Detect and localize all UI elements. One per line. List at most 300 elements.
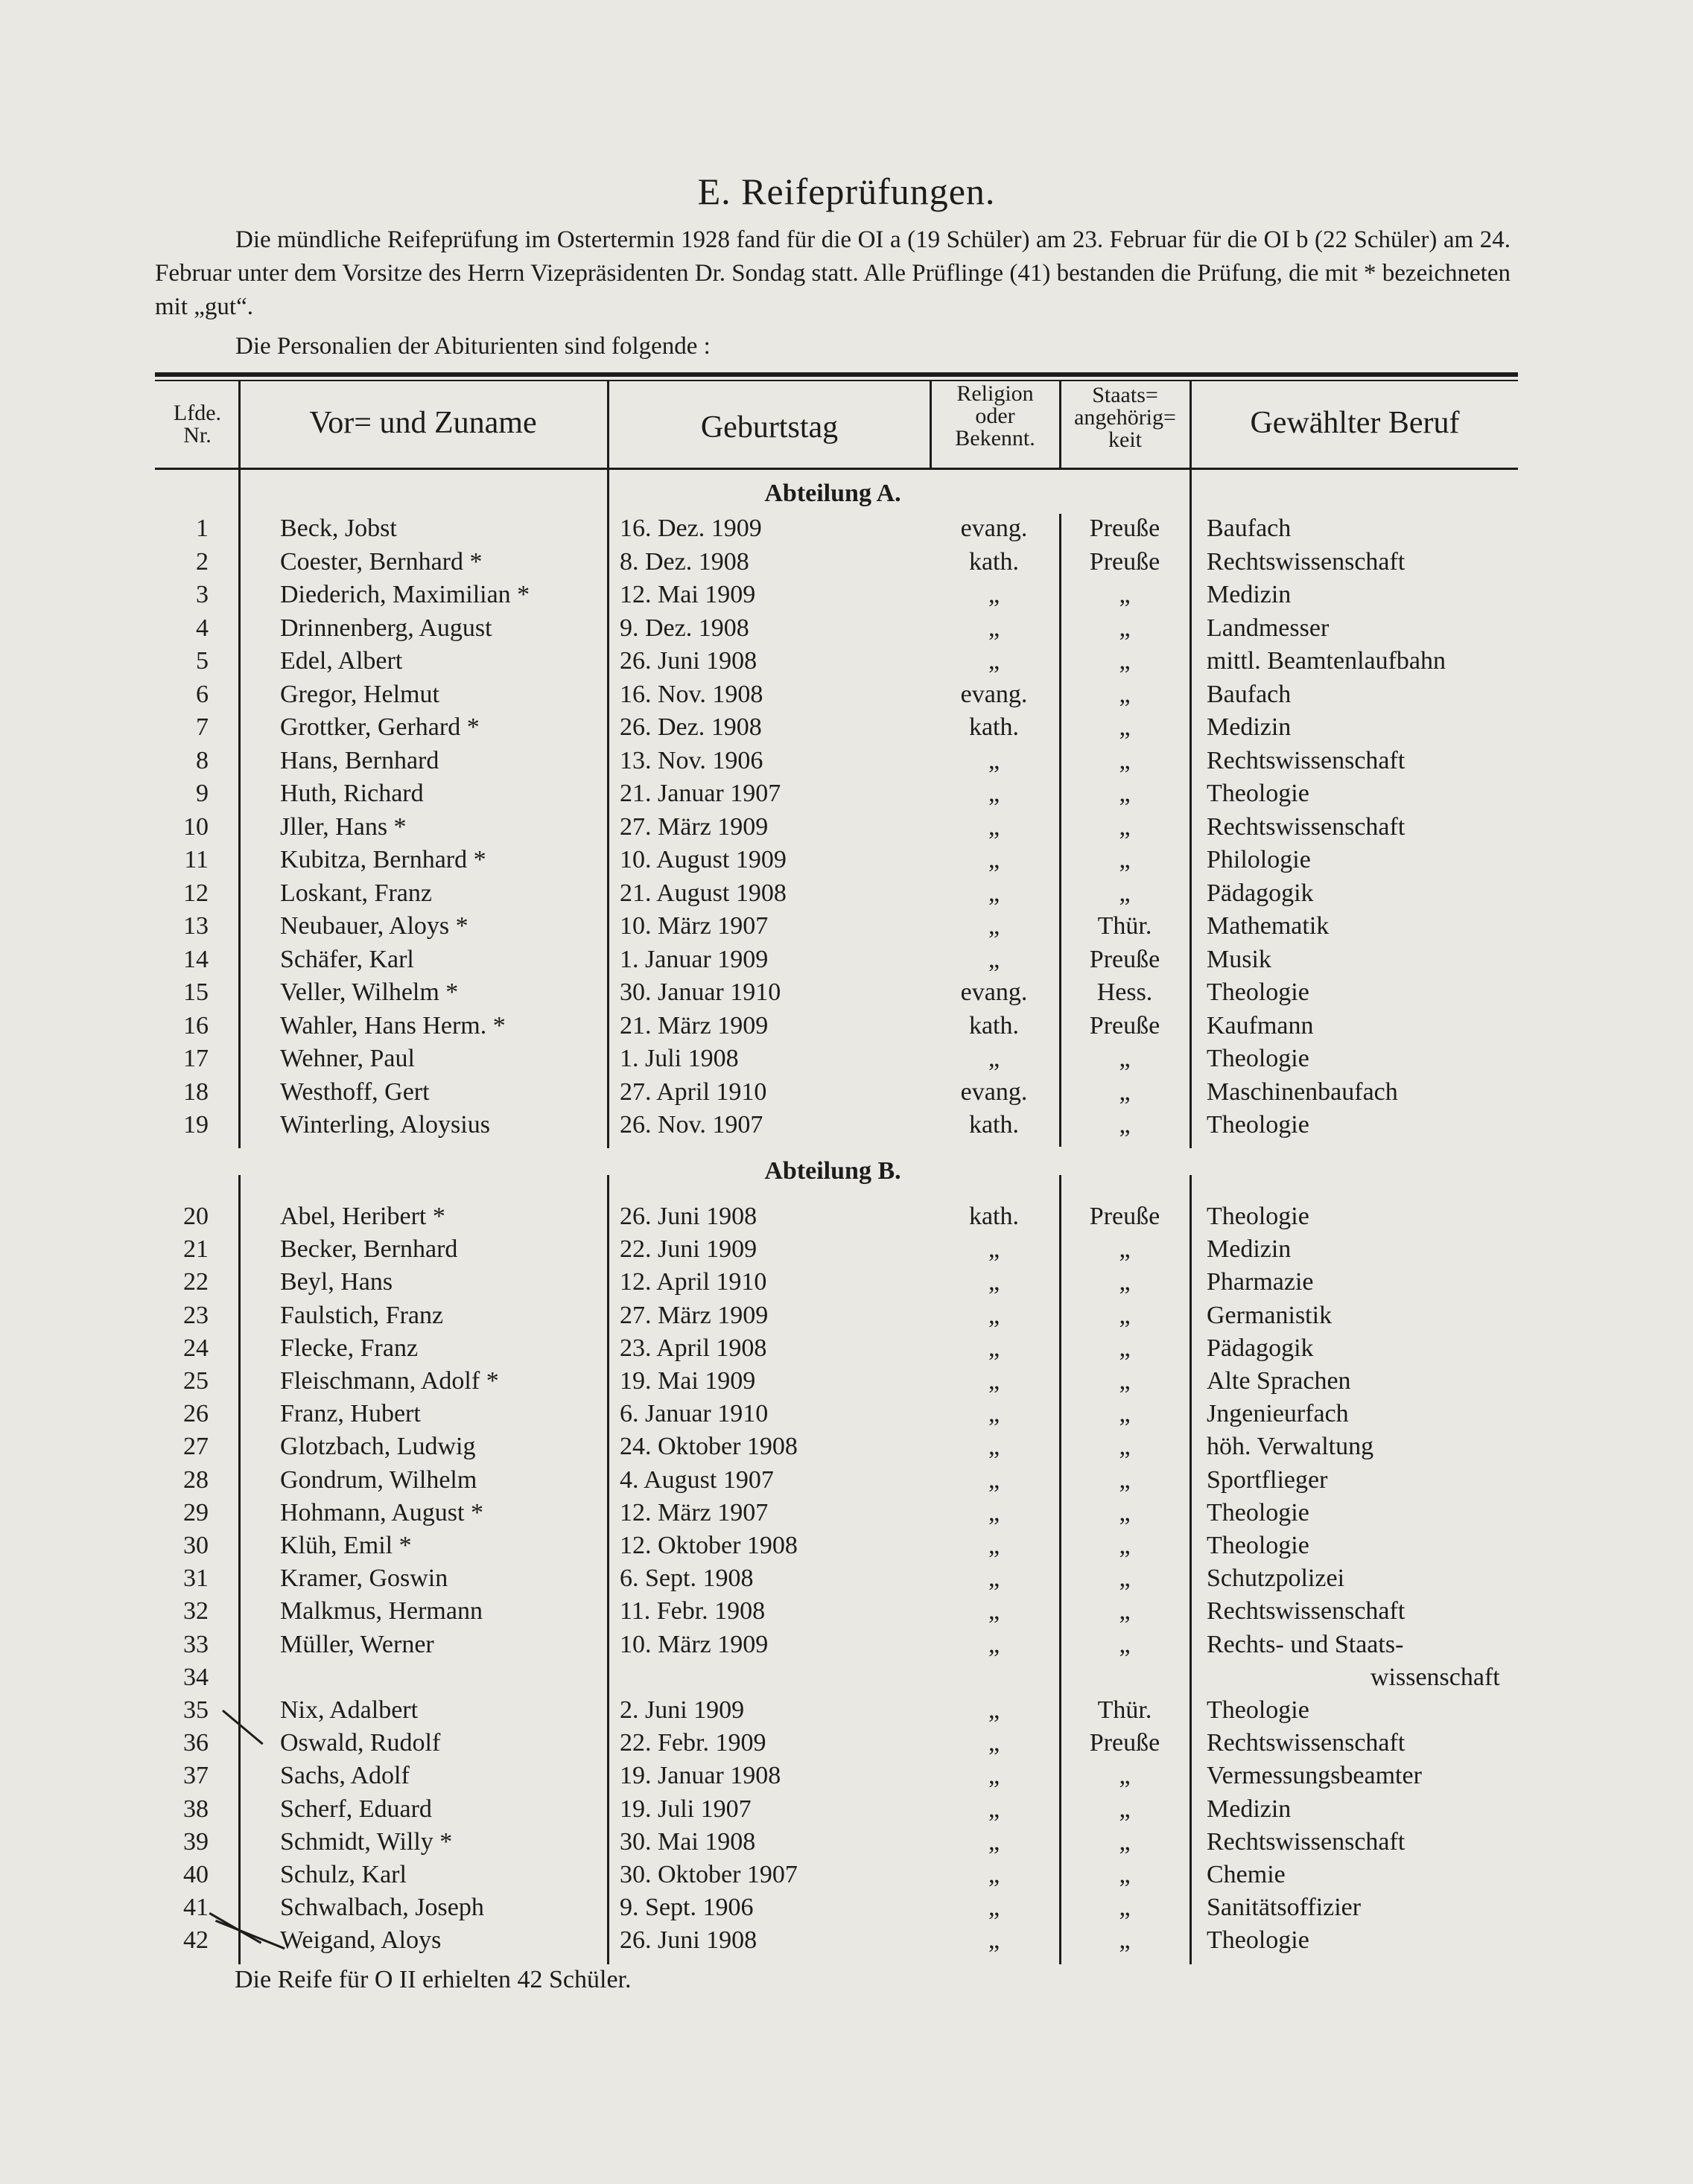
birth-date: 30. Januar 1910 (620, 978, 781, 1006)
nationality: „ (1119, 1465, 1131, 1494)
header-name: Vor= und Zuname (309, 406, 537, 440)
table-row (0, 1826, 1693, 1859)
chosen-profession: Rechtswissenschaft (1207, 1827, 1405, 1856)
chosen-profession: Pädagogik (1207, 879, 1314, 907)
table-row (0, 1365, 1693, 1398)
nationality: Preuße (1089, 547, 1160, 576)
table-row (0, 1464, 1693, 1497)
table-row (0, 1859, 1693, 1891)
religion: „ (988, 1301, 1000, 1329)
header-job: Gewählter Beruf (1250, 406, 1460, 440)
student-name: Becker, Bernhard (280, 1235, 458, 1264)
religion: „ (988, 879, 1000, 907)
birth-date: 26. Juni 1908 (620, 1203, 757, 1230)
chosen-profession: höh. Verwaltung (1207, 1433, 1374, 1461)
student-name: Klüh, Emil * (280, 1532, 412, 1559)
row-number: 26 (183, 1400, 209, 1428)
header-nr-line1: Lfde. (173, 401, 222, 425)
table-row (0, 1793, 1693, 1826)
chosen-profession: Maschinenbaufach (1207, 1077, 1398, 1106)
row-number: 38 (183, 1795, 209, 1823)
student-name: Coester, Bernhard * (280, 547, 483, 576)
header-religion-line3: Bekennt. (955, 426, 1035, 451)
row-number: 31 (183, 1564, 209, 1593)
religion: „ (988, 1827, 1000, 1856)
student-name: Schulz, Karl (280, 1861, 407, 1888)
row-number: 30 (183, 1532, 209, 1559)
table-row (0, 910, 1693, 943)
row-number: 7 (196, 713, 209, 741)
religion: evang. (960, 680, 1028, 708)
nationality: „ (1119, 1077, 1131, 1106)
nationality: „ (1119, 1400, 1131, 1428)
religion: „ (988, 1268, 1000, 1296)
student-name: Oswald, Rudolf (280, 1729, 441, 1757)
nationality: „ (1119, 1597, 1131, 1626)
chosen-profession: Baufach (1207, 680, 1292, 708)
nationality: „ (1119, 879, 1131, 907)
birth-date: 10. März 1907 (620, 912, 769, 940)
chosen-profession: Rechtswissenschaft (1207, 1729, 1405, 1757)
row-number: 19 (183, 1111, 209, 1139)
birth-date: 21. Januar 1907 (620, 780, 781, 807)
student-name: Fleischmann, Adolf * (280, 1367, 499, 1395)
nationality: „ (1119, 1861, 1131, 1888)
row-number: 17 (183, 1045, 209, 1072)
student-name: Beyl, Hans (280, 1268, 393, 1296)
table-row (0, 711, 1693, 744)
birth-date: 16. Nov. 1908 (620, 680, 763, 708)
student-name: Weigand, Aloys (280, 1926, 442, 1955)
table-row (0, 877, 1693, 910)
chosen-profession: mittl. Beamtenlaufbahn (1207, 647, 1446, 675)
student-name: Glotzbach, Ludwig (280, 1433, 476, 1461)
nationality: „ (1119, 1630, 1131, 1658)
chosen-profession: Theologie (1207, 1926, 1309, 1955)
birth-date: 24. Oktober 1908 (620, 1433, 798, 1461)
birth-date: 21. August 1908 (620, 879, 787, 907)
chosen-profession: Theologie (1207, 1111, 1309, 1139)
student-name: Gregor, Helmut (280, 680, 439, 708)
birth-date: 6. Sept. 1908 (620, 1564, 754, 1593)
religion: „ (988, 812, 1000, 841)
nationality: „ (1119, 680, 1131, 708)
table-row (0, 745, 1693, 777)
birth-date: 19. Januar 1908 (620, 1762, 781, 1790)
table-row (0, 1595, 1693, 1628)
chosen-profession: Theologie (1207, 1045, 1309, 1072)
header-birth: Geburtstag (700, 410, 839, 445)
chosen-profession: Jngenieurfach (1207, 1400, 1349, 1428)
header-religion (931, 383, 1059, 450)
row-number: 21 (183, 1235, 209, 1264)
birth-date: 11. Febr. 1908 (620, 1597, 766, 1626)
chosen-profession: Rechtswissenschaft (1207, 547, 1405, 576)
table-row (0, 1727, 1693, 1760)
religion: „ (988, 746, 1000, 774)
table-row (0, 612, 1693, 645)
table-row (0, 777, 1693, 810)
nationality: „ (1119, 746, 1131, 774)
religion: „ (988, 1532, 1000, 1559)
nationality: Preuße (1089, 1011, 1160, 1040)
religion: „ (988, 1465, 1000, 1494)
birth-date: 2. Juni 1909 (620, 1696, 745, 1724)
birth-date: 30. Oktober 1907 (620, 1861, 798, 1888)
header-nationality-line2: angehörig= (1074, 405, 1176, 430)
chosen-profession: Vermessungsbeamter (1207, 1762, 1422, 1790)
nationality: „ (1119, 1894, 1131, 1922)
chosen-profession: Medizin (1207, 713, 1292, 741)
table-row (0, 678, 1693, 711)
row-number: 42 (183, 1926, 209, 1955)
birth-date: 23. April 1908 (620, 1334, 767, 1362)
religion: „ (988, 647, 1000, 675)
row-number: 28 (183, 1465, 209, 1494)
religion: „ (988, 1235, 1000, 1264)
header-nationality-line1: Staats= (1092, 383, 1158, 407)
religion: „ (988, 846, 1000, 873)
nationality: „ (1119, 1564, 1131, 1593)
row-number: 37 (183, 1762, 209, 1790)
religion: „ (988, 1762, 1000, 1790)
row-number: 1 (196, 515, 209, 542)
table-row (0, 1497, 1693, 1529)
table-top-rule-thin (155, 380, 1518, 381)
row-number: 25 (183, 1367, 209, 1395)
table-row (0, 1891, 1693, 1924)
nationality: „ (1119, 1301, 1131, 1329)
row-number: 29 (183, 1498, 209, 1526)
table-header-rule (155, 468, 1518, 470)
row-number: 39 (183, 1827, 209, 1856)
nationality: „ (1119, 1367, 1131, 1395)
religion: kath. (968, 1111, 1020, 1139)
chosen-profession: Landmesser (1207, 614, 1330, 642)
student-name: Huth, Richard (280, 780, 424, 807)
table-row (0, 1233, 1693, 1266)
student-name: Beck, Jobst (280, 515, 397, 542)
religion: „ (988, 1729, 1000, 1757)
student-name: Schäfer, Karl (280, 945, 414, 973)
chosen-profession: Germanistik (1207, 1301, 1333, 1329)
religion: „ (988, 1045, 1000, 1072)
table-row (0, 1010, 1693, 1042)
chosen-profession: Kaufmann (1207, 1011, 1314, 1040)
section-a-heading: Abteilung A. (764, 480, 901, 507)
intro-paragraph: Die mündliche Reifeprüfung im Ostertermin 1928 fand für die OI a (19 Schüler) am 23. Februar für die OI b (22 Schüler) am 24. Februar unter dem Vorsitze des Herrn Vizepräsidenten Dr. Sondag statt. Alle Prüflinge (41) bestanden die Prüfung, die mit * bezeichneten mit „gut“. (155, 226, 1511, 320)
religion: kath. (968, 1011, 1020, 1040)
student-name: Schmidt, Willy * (280, 1827, 453, 1856)
nationality: „ (1119, 1498, 1131, 1526)
birth-date: 4. August 1907 (620, 1465, 774, 1494)
chosen-profession: Pädagogik (1207, 1334, 1314, 1362)
religion: „ (988, 780, 1000, 807)
student-name: Hans, Bernhard (280, 746, 439, 774)
student-name: Faulstich, Franz (280, 1301, 444, 1329)
birth-date: 27. April 1910 (620, 1077, 767, 1106)
religion: „ (988, 1564, 1000, 1593)
table-row (0, 1430, 1693, 1463)
birth-date: 10. August 1909 (620, 846, 787, 873)
religion: kath. (968, 547, 1020, 576)
chosen-profession: Theologie (1207, 978, 1309, 1006)
religion: „ (988, 1894, 1000, 1922)
header-religion-line2: oder (975, 404, 1015, 428)
nationality: „ (1119, 1532, 1131, 1559)
nationality: „ (1119, 647, 1131, 675)
chosen-profession: wissenschaft (1370, 1663, 1500, 1691)
student-name: Malkmus, Hermann (280, 1597, 483, 1626)
header-nationality-line3: keit (1108, 427, 1142, 452)
row-number: 22 (183, 1268, 209, 1296)
chosen-profession: Sportflieger (1207, 1465, 1328, 1494)
student-name: Westhoff, Gert (280, 1077, 430, 1106)
row-number: 41 (183, 1894, 209, 1922)
student-name: Loskant, Franz (280, 879, 432, 907)
nationality: „ (1119, 1762, 1131, 1790)
row-number: 4 (196, 614, 209, 642)
student-name: Schwalbach, Joseph (280, 1894, 484, 1922)
birth-date: 26. Dez. 1908 (620, 713, 762, 741)
religion: „ (988, 1795, 1000, 1823)
nationality: „ (1119, 1827, 1131, 1856)
religion: evang. (960, 978, 1028, 1006)
table-row (0, 512, 1693, 545)
chosen-profession: Medizin (1207, 1235, 1292, 1264)
table-row (0, 1924, 1693, 1957)
chosen-profession: Medizin (1207, 1795, 1292, 1823)
page-title: E. Reifeprüfungen. (697, 171, 996, 212)
chosen-profession: Baufach (1207, 515, 1292, 542)
chosen-profession: Theologie (1207, 1203, 1309, 1230)
table-row (0, 1042, 1693, 1075)
student-name: Flecke, Franz (280, 1334, 419, 1362)
chosen-profession: Mathematik (1207, 912, 1330, 940)
nationality: Preuße (1089, 1203, 1160, 1230)
birth-date: 30. Mai 1908 (620, 1827, 756, 1856)
chosen-profession: Philologie (1207, 846, 1311, 873)
nationality: „ (1119, 1926, 1131, 1955)
table-row (0, 1398, 1693, 1430)
religion: „ (988, 1597, 1000, 1626)
section-b-heading: Abteilung B. (764, 1157, 901, 1185)
student-name: Diederich, Maximilian * (280, 581, 530, 608)
nationality: Preuße (1089, 515, 1160, 542)
table-row (0, 1694, 1693, 1727)
row-number: 6 (196, 680, 209, 708)
table-row (0, 1266, 1693, 1299)
table-row (0, 546, 1693, 579)
religion: evang. (960, 1077, 1028, 1106)
row-number: 11 (184, 846, 209, 873)
student-name: Müller, Werner (280, 1630, 434, 1658)
row-number: 18 (183, 1077, 209, 1106)
chosen-profession: Rechts- und Staats- (1207, 1630, 1404, 1658)
nationality: Preuße (1089, 1729, 1160, 1757)
intro-personalien: Die Personalien der Abiturienten sind folgende : (235, 333, 711, 360)
religion: „ (988, 1400, 1000, 1428)
row-number: 32 (183, 1597, 209, 1626)
row-number: 35 (183, 1696, 209, 1724)
birth-date: 12. Oktober 1908 (620, 1532, 798, 1559)
nationality: Preuße (1089, 945, 1160, 973)
birth-date: 8. Dez. 1908 (620, 547, 749, 576)
row-number: 16 (183, 1011, 209, 1040)
nationality: „ (1119, 1433, 1131, 1461)
row-number: 36 (183, 1729, 209, 1757)
student-name: Grottker, Gerhard * (280, 713, 480, 741)
birth-date: 12. Mai 1909 (620, 581, 756, 608)
birth-date: 27. März 1909 (620, 812, 769, 841)
chosen-profession: Chemie (1207, 1861, 1286, 1888)
religion: „ (988, 1498, 1000, 1526)
religion: „ (988, 1367, 1000, 1395)
nationality: „ (1119, 1268, 1131, 1296)
chosen-profession: Sanitätsoffizier (1207, 1894, 1362, 1922)
student-name: Drinnenberg, August (280, 614, 492, 642)
table-row (0, 579, 1693, 611)
religion: kath. (968, 1203, 1020, 1230)
table-row (0, 1200, 1693, 1233)
student-name: Kramer, Goswin (280, 1564, 448, 1593)
row-number: 2 (196, 547, 209, 576)
chosen-profession: Theologie (1207, 1498, 1309, 1526)
birth-date: 22. Juni 1909 (620, 1235, 757, 1264)
table-row (0, 1629, 1693, 1661)
chosen-profession: Alte Sprachen (1207, 1367, 1351, 1395)
religion: „ (988, 945, 1000, 973)
religion: kath. (968, 713, 1020, 741)
table-row (0, 1076, 1693, 1109)
birth-date: 26. Juni 1908 (620, 647, 757, 675)
birth-date: 10. März 1909 (620, 1630, 769, 1658)
nationality: „ (1119, 1045, 1131, 1072)
nationality: „ (1119, 1235, 1131, 1264)
birth-date: 27. März 1909 (620, 1301, 769, 1329)
nationality: Thür. (1097, 912, 1152, 940)
birth-date: 6. Januar 1910 (620, 1400, 769, 1428)
student-name: Neubauer, Aloys * (280, 912, 468, 940)
header-nr (158, 402, 237, 447)
religion: „ (988, 614, 1000, 642)
student-name: Veller, Wilhelm * (280, 978, 459, 1006)
table-row (0, 844, 1693, 876)
religion: „ (988, 1861, 1000, 1888)
student-name: Scherf, Eduard (280, 1795, 432, 1823)
nationality: „ (1119, 1795, 1131, 1823)
student-name: Nix, Adalbert (280, 1696, 419, 1724)
religion: evang. (960, 515, 1028, 542)
nationality: „ (1119, 1111, 1131, 1139)
birth-date: 16. Dez. 1909 (620, 515, 762, 542)
nationality: Thür. (1097, 1696, 1152, 1724)
birth-date: 12. April 1910 (620, 1268, 767, 1296)
birth-date: 1. Januar 1909 (620, 945, 769, 973)
religion: „ (988, 1630, 1000, 1658)
student-name: Sachs, Adolf (280, 1762, 410, 1790)
student-name: Abel, Heribert * (280, 1203, 445, 1230)
table-row (0, 1661, 1693, 1694)
birth-date: 12. März 1907 (620, 1498, 769, 1526)
birth-date: 13. Nov. 1906 (620, 746, 763, 774)
student-name: Hohmann, August * (280, 1498, 483, 1526)
student-name: Kubitza, Bernhard * (280, 846, 486, 873)
chosen-profession: Rechtswissenschaft (1207, 812, 1405, 841)
birth-date: 22. Febr. 1909 (620, 1729, 766, 1757)
row-number: 15 (183, 978, 209, 1006)
student-name: Franz, Hubert (280, 1400, 421, 1428)
nationality: „ (1119, 581, 1131, 608)
table-row (0, 1529, 1693, 1562)
table-row (0, 1109, 1693, 1142)
student-name: Wahler, Hans Herm. * (280, 1011, 506, 1040)
header-nr-line2: Nr. (183, 423, 212, 448)
religion: „ (988, 912, 1000, 940)
birth-date: 26. Juni 1908 (620, 1926, 757, 1955)
birth-date: 9. Sept. 1906 (620, 1894, 754, 1922)
table-row (0, 1332, 1693, 1365)
birth-date: 1. Juli 1908 (620, 1045, 739, 1072)
birth-date: 21. März 1909 (620, 1011, 769, 1040)
row-number: 23 (183, 1301, 209, 1329)
row-number: 3 (196, 581, 209, 608)
birth-date: 26. Nov. 1907 (620, 1111, 763, 1139)
row-number: 24 (183, 1334, 209, 1362)
religion: „ (988, 1926, 1000, 1955)
chosen-profession: Theologie (1207, 780, 1309, 807)
chosen-profession: Theologie (1207, 1696, 1309, 1724)
row-number: 5 (196, 647, 209, 675)
row-number: 40 (183, 1861, 209, 1888)
header-religion-line1: Religion (956, 381, 1034, 406)
row-number: 8 (196, 746, 209, 774)
row-number: 13 (183, 912, 209, 940)
student-name: Gondrum, Wilhelm (280, 1465, 477, 1494)
table-row (0, 811, 1693, 844)
table-row (0, 1299, 1693, 1332)
religion: „ (988, 1433, 1000, 1461)
student-name: Edel, Albert (280, 647, 403, 675)
student-name: Wehner, Paul (280, 1045, 415, 1072)
footer-note: Die Reife für O II erhielten 42 Schüler. (235, 1966, 632, 1993)
chosen-profession: Rechtswissenschaft (1207, 1597, 1405, 1626)
nationality: „ (1119, 614, 1131, 642)
birth-date: 19. Mai 1909 (620, 1367, 756, 1395)
chosen-profession: Theologie (1207, 1532, 1309, 1559)
chosen-profession: Medizin (1207, 581, 1292, 608)
religion: „ (988, 1696, 1000, 1724)
table-row (0, 645, 1693, 678)
religion: „ (988, 1334, 1000, 1362)
birth-date: 9. Dez. 1908 (620, 614, 749, 642)
header-nationality (1061, 384, 1189, 451)
row-number: 9 (196, 780, 209, 807)
table-row (0, 943, 1693, 976)
nationality: „ (1119, 846, 1131, 873)
nationality: „ (1119, 1334, 1131, 1362)
nationality: „ (1119, 812, 1131, 841)
row-number: 12 (183, 879, 209, 907)
birth-date: 19. Juli 1907 (620, 1795, 752, 1823)
row-number: 14 (183, 945, 209, 973)
row-number: 20 (183, 1203, 209, 1230)
row-number: 34 (183, 1663, 209, 1691)
nationality: Hess. (1096, 978, 1153, 1006)
table-top-rule-thick (155, 372, 1518, 377)
chosen-profession: Rechtswissenschaft (1207, 746, 1405, 774)
student-name: Jller, Hans * (280, 812, 407, 841)
